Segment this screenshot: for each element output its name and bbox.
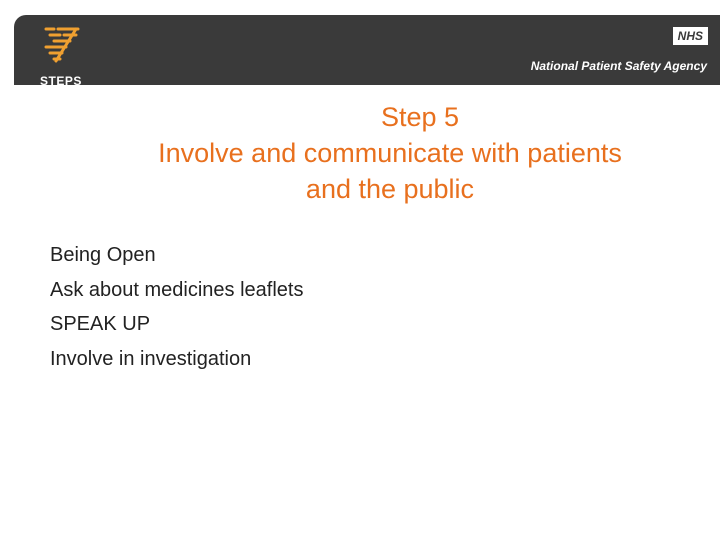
steps-logo-icon: [40, 25, 90, 65]
bullet-list: [50, 238, 303, 376]
title-line-1: Step 5: [380, 102, 460, 132]
nhs-badge: NHS: [673, 27, 708, 45]
list-item: SPEAK UP: [50, 313, 151, 335]
list-item: Involve in investigation: [50, 347, 252, 370]
slide-title: [60, 99, 720, 207]
agency-name: National Patient Safety Agency: [530, 59, 707, 73]
header-banner: [14, 15, 720, 88]
steps-logo-text: STEPS: [40, 74, 82, 88]
list-item: Being Open: [50, 244, 156, 266]
list-item: Ask about medicines leaflets: [50, 278, 304, 301]
title-line-3: and the public: [305, 174, 475, 204]
title-line-2: Involve and communicate with patients: [158, 138, 622, 168]
steps-logo: [40, 25, 90, 88]
